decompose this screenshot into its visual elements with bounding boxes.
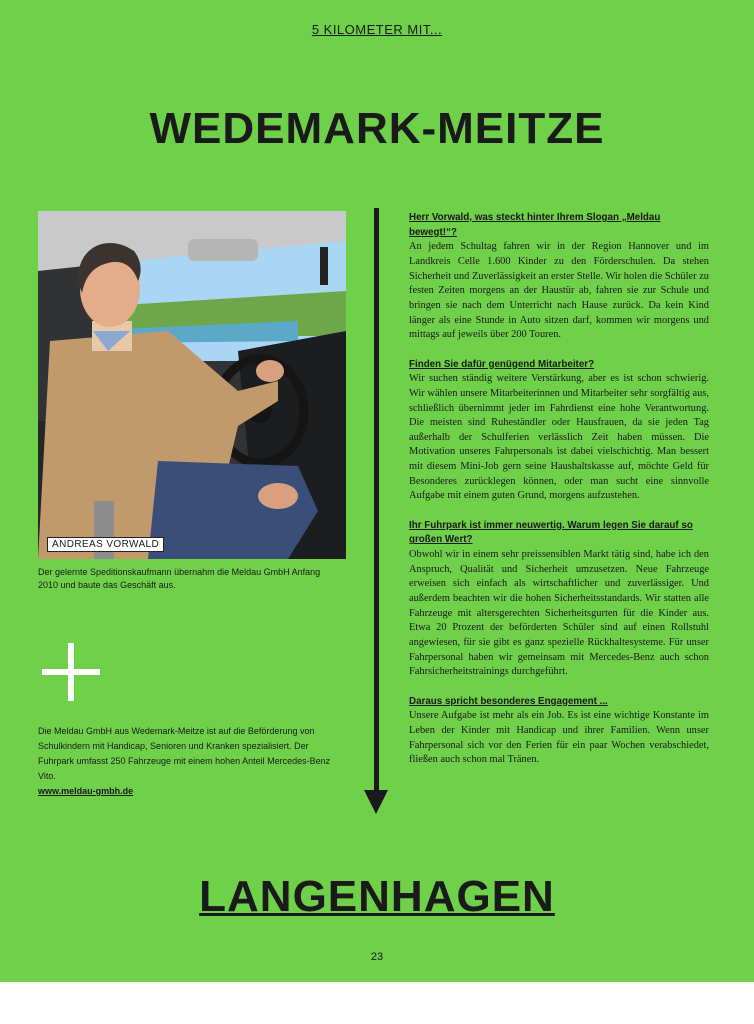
interview-column <box>409 211 709 783</box>
interview-question: Daraus spricht besonderes Engagement ... <box>409 695 608 707</box>
interview-question: Finden Sie dafür genügend Mitarbeiter? <box>409 358 595 370</box>
interview-question: Herr Vorwald, was steckt hinter Ihrem Slogan „Meldau bewegt!“? <box>409 212 661 238</box>
page-number: 23 <box>370 951 384 963</box>
company-info <box>38 724 338 799</box>
section-kicker: 5 KILOMETER MIT... <box>311 22 443 37</box>
location-title-text: LANGENHAGEN <box>199 872 555 921</box>
photo-caption: Der gelernte Speditionskaufmann übernahm die Meldau GmbH Anfang 2010 und baute das Geschäft aus. <box>38 567 321 590</box>
company-website-link[interactable]: www.meldau-gmbh.de <box>38 786 134 796</box>
interview-answer: Unsere Aufgabe ist mehr als ein Job. Es ist eine wichtige Konstante im Leben der Kinder mit Handicap und ihrer Familien. Wenn unser Fahrpersonal sich vor den Ferien für ein paar Wochen verabschiedet, fließen auch schon mal Tränen. <box>409 710 709 766</box>
down-arrow-icon <box>363 208 389 816</box>
portrait-photo <box>38 211 346 559</box>
interview-answer: Obwohl wir in einem sehr preissensiblen Markt tätig sind, habe ich den Anspruch, Qualität und Sicherheit umzusetzen. Neue Fahrzeuge erweisen sich einfach als wirtschaftlicher und zuverlässiger. Und außerdem beachten wir die hohen Sicherheitsstandards. Wir statten alle Fahrzeuge mit altersgerechten Sicherheitsgurten für die Kinder aus. Etwa 20 Prozent der beförderten Schüler sind auf einen Rollstuhl angewiesen, für sie gibt es ganz spezielle Rückhaltesysteme. Für unser Fahrpersonal haben wir gemeinsam mit Mercedes-Benz auch schon Fahrsicherheitstrainings durchgeführt. <box>409 549 709 678</box>
photo-name-label: ANDREAS VORWALD <box>47 537 164 552</box>
interview-answer: Wir suchen ständig weitere Verstärkung, aber es ist schon schwierig. Wir wählen unsere Mitarbeiterinnen und Mitarbeiter sehr sorgfältig aus, schließlich übernimmt jeder im Fahrdienst eine hohe Verantwortung. Die meisten sind Ruheständler oder Hausfrauen, da sie jeden Tag außerhalb der Schulferien verlässlich Zeit haben müssen. Die Motivation unseres Fahrpersonals ist dabei vielschichtig. Man bessert mit diesem Mini-Job gern seine Haushaltskasse auf, möchte Geld für Besonderes zurücklegen können, oder man sucht eine sinnvolle Aufgabe mit einem guten Grund, morgens aufzustehen. <box>409 373 709 502</box>
company-description: Die Meldau GmbH aus Wedemark-Meitze ist auf die Beförderung von Schulkindern mit Handicap, Senioren und Kranken spezialisiert. Der Fuhrpark umfasst 250 Fahrzeuge mit einem hohen Anteil Mercedes-Benz Vito. <box>38 726 331 781</box>
plus-icon <box>42 643 100 701</box>
page-title: WEDEMARK-MEITZE <box>149 104 605 153</box>
interview-answer: An jedem Schultag fahren wir in der Region Hannover und im Landkreis Celle 1.600 Kinder zu den Förderschulen. Da stehen Sicherheit und Zuverlässigkeit an erster Stelle. Wir holen die Schüler zu festen Zeiten morgens an der Haustür ab, fahren sie zur Schule und bringen sie nach dem Unterricht nach Hause zurück. Da kein Kind länger als eine Stunde in Auto sitzen darf, kommen wir morgens und mittags auf jeweils über 200 Touren. <box>409 241 709 341</box>
interview-question: Ihr Fuhrpark ist immer neuwertig. Warum legen Sie darauf so großen Wert? <box>409 519 693 546</box>
location-title <box>0 872 754 922</box>
